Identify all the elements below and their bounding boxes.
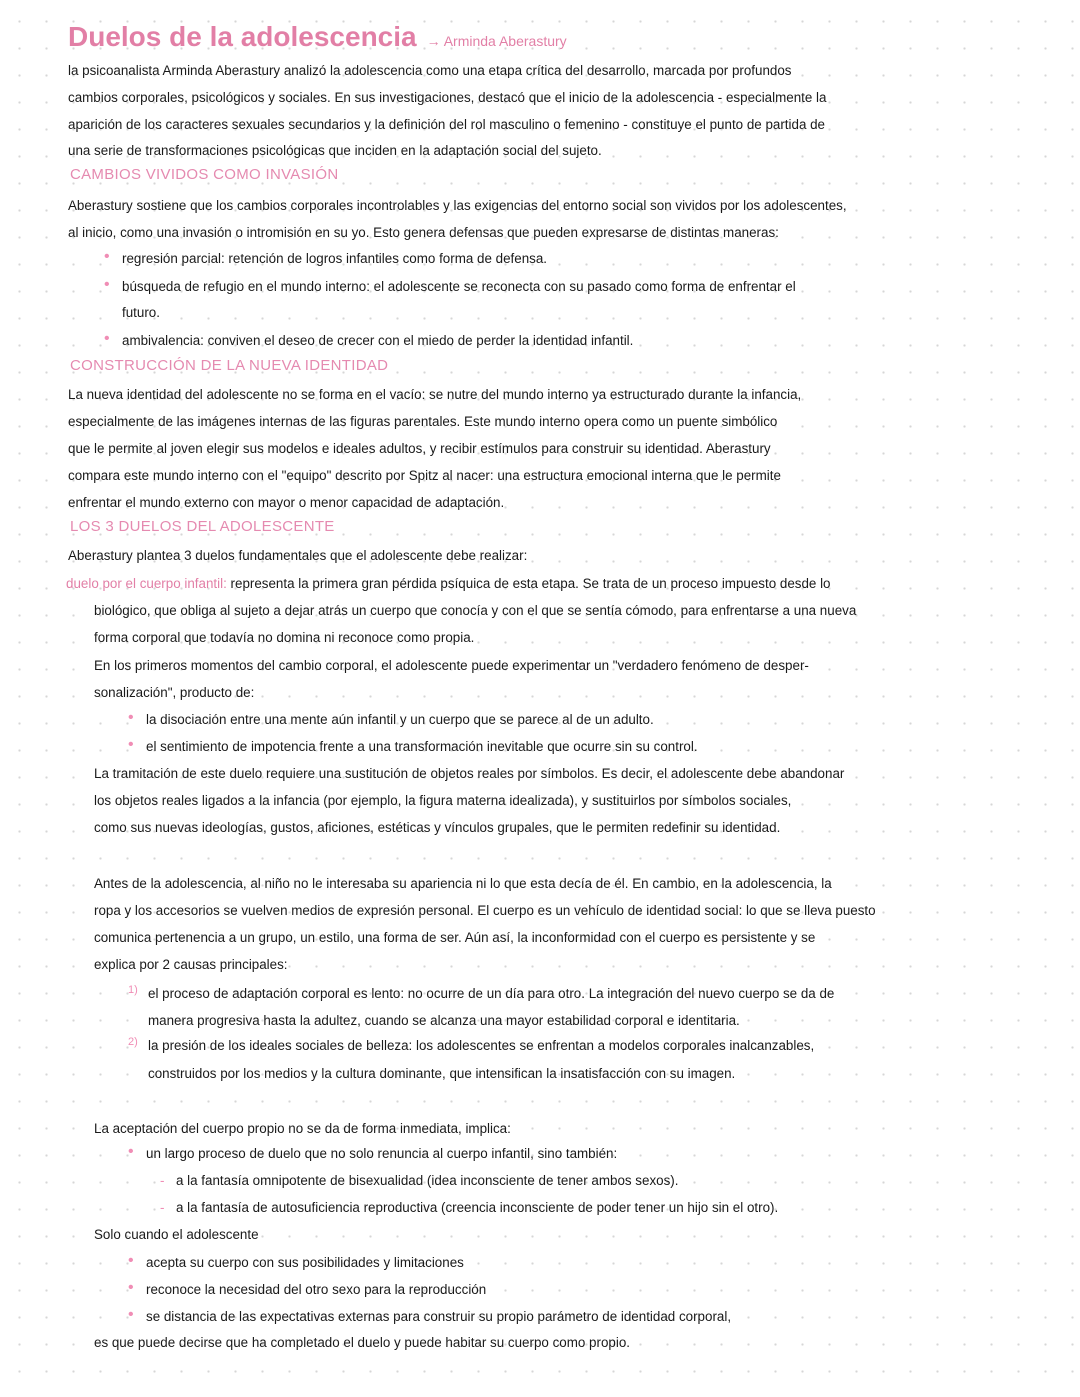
line-text: la presión de los ideales sociales de belleza: los adolescentes se enfrentan a modelos corporales inalcanzables,: [148, 1038, 815, 1053]
line-text: construidos por los medios y la cultura dominante, que intensifican la insatisfacción con su imagen.: [148, 1066, 736, 1081]
duelo-label: duelo por el cuerpo infantil:: [66, 576, 227, 591]
line-text: ropa y los accesorios se vuelven medios de expresión personal. El cuerpo es un vehículo de identidad social: lo que se lleva puesto: [94, 903, 876, 918]
author-label: → Arminda Aberastury: [426, 33, 567, 49]
paragraph-line: [68, 142, 602, 160]
paragraph-line: [68, 386, 801, 404]
line-text: Aberastury sostiene que los cambios corporales incontrolables y las exigencias del entorno social son vividos por los adolescentes,: [68, 198, 847, 213]
line-text: especialmente de las imágenes internas de las figuras parentales. Este mundo interno opera como un puente simbólico: [68, 414, 778, 429]
paragraph-line: [94, 765, 844, 783]
bullet-item: [146, 1308, 731, 1326]
line-text: la psicoanalista Arminda Aberastury analizó la adolescencia como una etapa crítica del desarrollo, marcada por profundos: [68, 63, 792, 78]
line-text: al inicio, como una invasión o intromisión en su yo. Esto genera defensas que pueden expresarse de distintas maneras:: [68, 225, 779, 240]
dash-item: [176, 1199, 778, 1217]
line-text: comunica pertenencia a un grupo, un estilo, una forma de ser. Aún así, la inconformidad con el cuerpo es persistente y se: [94, 930, 816, 945]
bullet-item: [146, 738, 698, 756]
line-text: enfrentar el mundo externo con mayor o menor capacidad de adaptación.: [68, 495, 505, 510]
bullet-item: [122, 250, 547, 268]
line-text: Aberastury plantea 3 duelos fundamentales que el adolescente debe realizar:: [68, 548, 528, 563]
line-text: Solo cuando el adolescente: [94, 1227, 259, 1242]
paragraph-line: [68, 547, 527, 565]
line-text: La tramitación de este duelo requiere una sustitución de objetos reales por símbolos. Es decir, el adolescente debe abandonar: [94, 766, 845, 781]
bullet-item: [146, 1254, 464, 1272]
paragraph-line: [94, 875, 832, 893]
line-text: En los primeros momentos del cambio corporal, el adolescente puede experimentar un "verdadero fenómeno de desper-: [94, 658, 809, 673]
line-text: la disociación entre una mente aún infantil y un cuerpo que se parece al de un adulto.: [146, 712, 654, 727]
page-title: [68, 20, 567, 58]
line-text: CAMBIOS VIVIDOS COMO INVASIÓN: [70, 166, 339, 183]
paragraph-line: [94, 956, 288, 974]
line-text: es que puede decirse que ha completado el duelo y puede habitar su cuerpo como propio.: [94, 1335, 630, 1350]
paragraph-line: [68, 89, 826, 107]
line-text: Antes de la adolescencia, al niño no le interesaba su apariencia ni lo que esta decía de él. En cambio, en la adolescencia, la: [94, 876, 832, 891]
numbered-item: [128, 1036, 815, 1055]
paragraph-line: [94, 629, 474, 647]
title-text: Duelos de la adolescencia: [68, 21, 417, 52]
line-text: acepta su cuerpo con sus posibilidades y limitaciones: [146, 1255, 464, 1270]
line-text: una serie de transformaciones psicológicas que inciden en la adaptación social del sujeto.: [68, 143, 602, 158]
line-text: como sus nuevas ideologías, gustos, aficiones, estéticas y vínculos grupales, que le permiten redefinir su identidad.: [94, 820, 781, 835]
paragraph-line: [68, 62, 792, 80]
line-text: a la fantasía omnipotente de bisexualidad (idea inconsciente de tener ambos sexos).: [176, 1173, 679, 1188]
section-heading: [70, 166, 338, 184]
dash-item: [176, 1172, 678, 1190]
line-text: se distancia de las expectativas externas para construir su propio parámetro de identidad corporal,: [146, 1309, 732, 1324]
paragraph-line: [94, 1226, 259, 1244]
line-text: el proceso de adaptación corporal es lento: no ocurre de un día para otro. La integración del nuevo cuerpo se da de: [148, 986, 835, 1001]
paragraph-line: [148, 1065, 735, 1083]
paragraph-line: [68, 116, 825, 134]
line-text: cambios corporales, psicológicos y sociales. En sus investigaciones, destacó que el inicio de la adolescencia - especialmente la: [68, 90, 827, 105]
paragraph-line: [94, 929, 815, 947]
line-text: CONSTRUCCIÓN DE LA NUEVA IDENTIDAD: [70, 357, 389, 374]
paragraph-line: [94, 602, 856, 620]
section-heading: [70, 518, 335, 536]
paragraph-line: [68, 440, 771, 458]
paragraph-line: [94, 684, 254, 702]
line-text: La aceptación del cuerpo propio no se da de forma inmediata, implica:: [94, 1121, 511, 1136]
paragraph-line: [68, 467, 781, 485]
line-text: ambivalencia: conviven el deseo de crecer con el miedo de perder la identidad infantil.: [122, 333, 634, 348]
bullet-item: [122, 278, 796, 296]
paragraph-line: [68, 413, 777, 431]
paragraph-line: [94, 1120, 511, 1138]
line-text: representa la primera gran pérdida psíquica de esta etapa. Se trata de un proceso impuesto desde lo: [230, 576, 831, 591]
paragraph-line: [122, 304, 160, 322]
duelo-item: [66, 575, 831, 593]
bullet-item: [146, 1145, 617, 1163]
paragraph-line: [94, 657, 809, 675]
line-text: La nueva identidad del adolescente no se forma en el vacío: se nutre del mundo interno ya estructurado durante la infancia,: [68, 387, 802, 402]
paragraph-line: [94, 792, 791, 810]
line-text: aparición de los caracteres sexuales secundarios y la definición del rol masculino o femenino - constituye el punto de partida de: [68, 117, 826, 132]
paragraph-line: [68, 494, 504, 512]
line-text: explica por 2 causas principales:: [94, 957, 288, 972]
line-text: manera progresiva hasta la adultez, cuando se alcanza una mayor estabilidad corporal e identitaria.: [148, 1013, 740, 1028]
line-text: biológico, que obliga al sujeto a dejar atrás un cuerpo que conocía y con el que se sentía cómodo, para enfrentarse a una nueva: [94, 603, 857, 618]
line-text: sonalización", producto de:: [94, 685, 255, 700]
line-text: que le permite al joven elegir sus modelos e ideales adultos, y recibir estímulos para construir su identidad. Aberastury: [68, 441, 771, 456]
line-text: un largo proceso de duelo que no solo renuncia al cuerpo infantil, sino también:: [146, 1146, 618, 1161]
line-text: el sentimiento de impotencia frente a una transformación inevitable que ocurre sin su control.: [146, 739, 698, 754]
line-text: reconoce la necesidad del otro sexo para la reproducción: [146, 1282, 487, 1297]
line-text: futuro.: [122, 305, 160, 320]
item-number: 1): [128, 984, 138, 996]
line-text: regresión parcial: retención de logros infantiles como forma de defensa.: [122, 251, 548, 266]
line-text: búsqueda de refugio en el mundo interno: el adolescente se reconecta con su pasado como forma de enfrentar el: [122, 279, 796, 294]
bullet-item: [146, 1281, 486, 1299]
paragraph-line: [94, 902, 876, 920]
section-heading: [70, 357, 388, 375]
numbered-item: [128, 984, 835, 1003]
paragraph-line: [68, 197, 847, 215]
paragraph-line: [94, 1334, 630, 1352]
line-text: compara este mundo interno con el "equipo" descrito por Spitz al nacer: una estructura emocional interna que le permite: [68, 468, 781, 483]
paragraph-line: [148, 1012, 740, 1030]
paragraph-line: [68, 224, 779, 242]
line-text: LOS 3 DUELOS DEL ADOLESCENTE: [70, 518, 335, 535]
bullet-item: [122, 332, 633, 350]
paragraph-line: [94, 819, 780, 837]
item-number: 2): [128, 1036, 138, 1048]
line-text: a la fantasía de autosuficiencia reproductiva (creencia inconsciente de poder tener un hijo sin el otro).: [176, 1200, 779, 1215]
line-text: forma corporal que todavía no domina ni reconoce como propia.: [94, 630, 475, 645]
bullet-item: [146, 711, 654, 729]
line-text: los objetos reales ligados a la infancia (por ejemplo, la figura materna idealizada), y sustituirlos por símbolos sociales,: [94, 793, 792, 808]
